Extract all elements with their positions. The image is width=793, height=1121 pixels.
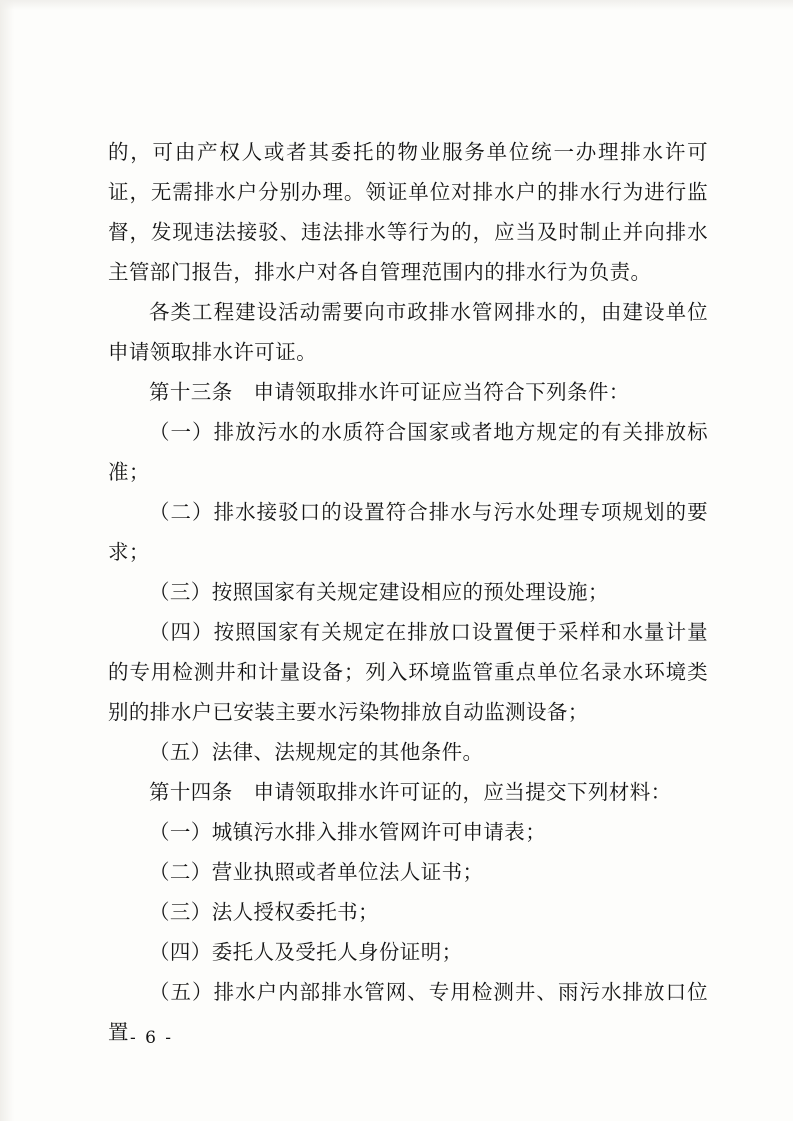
- paragraph-material-1: （一）城镇污水排入排水管网许可申请表；: [149, 820, 547, 844]
- paragraph: 的，可由产权人或者其委托的物业服务单位统一办理排水许可证，无需排水户分别办理。领证单位对排水户的排水行为进行监督，发现违法接驳、违法排水等行为的，应当及时制止并向排水主管部门报告，排水户对各自管理范围内的排水行为负责。: [108, 140, 708, 284]
- paragraph-item-2: （二）排水接驳口的设置符合排水与污水处理专项规划的要求；: [108, 500, 708, 564]
- paragraph-material-3: （三）法人授权委托书；: [149, 900, 379, 924]
- page-number: - 6 -: [129, 1028, 174, 1048]
- paragraph-material-5: （五）排水户内部排水管网、专用检测井、雨污水排放口位置: [108, 980, 708, 1044]
- paragraph-item-1: （一）排放污水的水质符合国家或者地方规定的有关排放标准；: [108, 420, 708, 484]
- page-edge-shadow-top: [0, 0, 793, 10]
- paragraph-article-14: 第十四条 申请领取排水许可证的，应当提交下列材料：: [149, 780, 672, 804]
- paragraph-material-2: （二）营业执照或者单位法人证书；: [149, 860, 484, 884]
- paragraph-item-4: （四）按照国家有关规定在排放口设置便于采样和水量计量的专用检测井和计量设备；列入环境监管重点单位名录水环境类别的排水户已安装主要水污染物排放自动监测设备；: [108, 620, 708, 724]
- page-footer: [0, 1028, 793, 1048]
- paragraph-item-5: （五）法律、法规规定的其他条件。: [149, 740, 484, 764]
- paragraph-material-4: （四）委托人及受托人身份证明；: [149, 940, 463, 964]
- paragraph-item-3: （三）按照国家有关规定建设相应的预处理设施；: [149, 580, 609, 604]
- document-body: [108, 132, 708, 1052]
- page-edge-shadow-left: [0, 0, 14, 1121]
- paragraph-article-13: 第十三条 申请领取排水许可证应当符合下列条件：: [149, 380, 630, 404]
- paragraph: 各类工程建设活动需要向市政排水管网排水的，由建设单位申请领取排水许可证。: [108, 300, 708, 364]
